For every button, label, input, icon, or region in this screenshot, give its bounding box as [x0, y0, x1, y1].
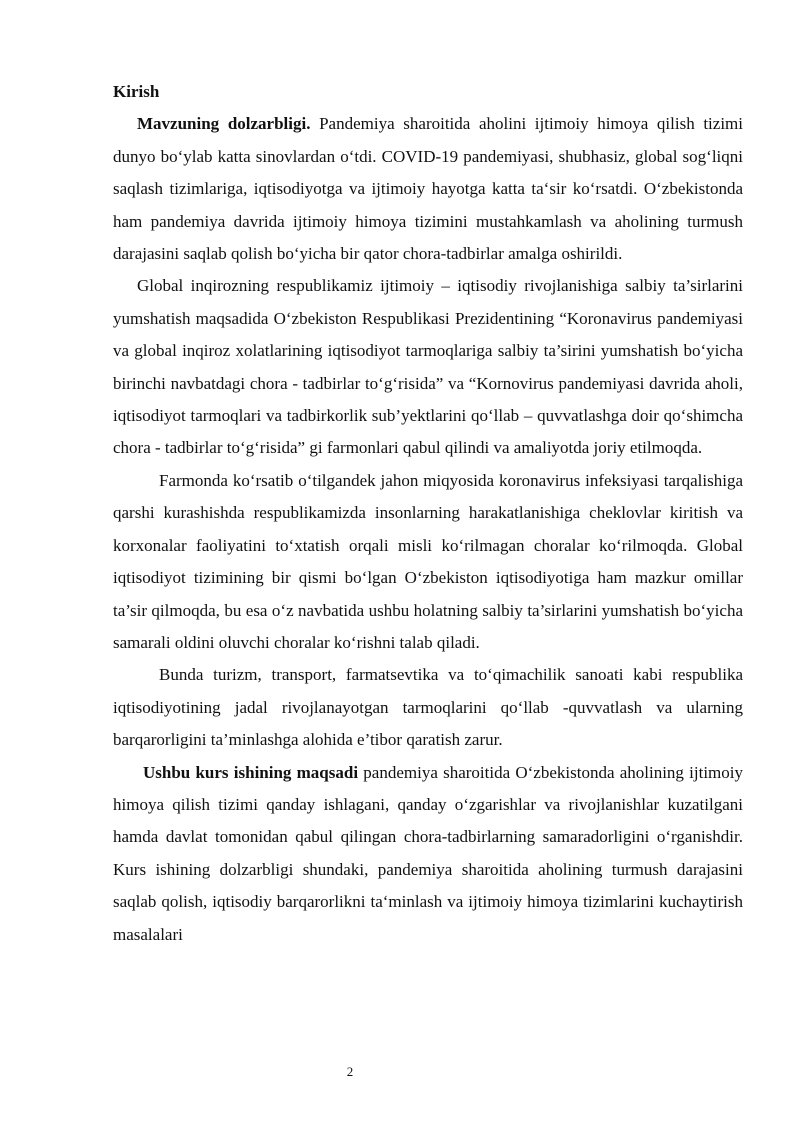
paragraph-text: Global inqirozning respublikamiz ijtimoiy – iqtisodiy rivojlanishiga salbiy ta’sirlarini yumshatish maqsadida O‘zbekiston Respublikasi Prezidentining “Koronavirus pandemiyasi va global inqiroz xolatlarining iqtisodiyot tarmoqlariga salbiy ta’sirini yumshatish bo‘yicha birinchi navbatdagi chora - tadbirlar to‘g‘risida” va “Kornovirus pandemiyasi davrida aholi, iqtisodiyot tarmoqlari va tadbirkorlik sub’yektlarini qo‘llab – quvvatlashga doir qo‘shimcha chora - tadbirlar to‘g‘risida” gi farmonlari qabul qilindi va amaliyotda joriy etilmoqda.: [113, 276, 743, 458]
paragraph-goal: [113, 757, 743, 951]
page-content: [113, 76, 743, 951]
paragraph-text: Pandemiya sharoitida aholini ijtimoiy himoya qilish tizimi dunyo bo‘ylab katta sinovlardan o‘tdi. COVID-19 pandemiyasi, shubhasiz, global sog‘liqni saqlash tizimlariga, iqtisodiyotga va ijtimoiy hayotga katta ta‘sir ko‘rsatdi. O‘zbekistonda ham pandemiya davrida ijtimoiy himoya tizimini mustahkamlash va aholining turmush darajasini saqlab qolish bo‘yicha bir qator chora-tadbirlar amalga oshirildi.: [113, 114, 743, 264]
paragraph-lead: Mavzuning dolzarbligi.: [137, 114, 311, 134]
paragraph-decree: [113, 465, 743, 659]
paragraph-lead: Ushbu kurs ishining maqsadi: [143, 762, 359, 782]
paragraph-text: pandemiya sharoitida O‘zbekistonda aholining ijtimoiy himoya qilish tizimi qanday ishlagani, qanday o‘zgarishlar va rivojlanishlar kuzatilgani hamda davlat tomonidan qabul qilingan chora-tadbirlarning samaradorligini o‘rganishdir. Kurs ishining dolzarbligi shundaki, pandemiya sharoitida aholining turmush darajasini saqlab qolish, iqtisodiy barqarorlikni ta‘minlash va ijtimoiy himoya tizimlarini kuchaytirish masalalari: [113, 762, 743, 944]
paragraph-industries: [113, 659, 743, 756]
paragraph-relevance: [113, 108, 743, 270]
paragraph-text: Farmonda ko‘rsatib o‘tilgandek jahon miqyosida koronavirus infeksiyasi tarqalishiga qarshi kurashishda respublikamizda insonlarning harakatlanishiga cheklovlar kiritish va korxonalar faoliyatini to‘xtatish orqali misli ko‘rilmagan choralar ko‘rilmoqda. Global iqtisodiyot tizimining bir qismi bo‘lgan O‘zbekiston iqtisodiyotiga ham mazkur omillar ta’sir qilmoqda, bu esa o‘z navbatida ushbu holatning salbiy ta’sirlarini yumshatish bo‘yicha samarali oldini oluvchi choralar ko‘rishni talab qiladi.: [113, 470, 743, 652]
page-number: 2: [346, 1064, 354, 1079]
section-heading: Kirish: [113, 82, 160, 101]
paragraph-global-crisis: [113, 270, 743, 464]
paragraph-text: Bunda turizm, transport, farmatsevtika va to‘qimachilik sanoati kabi respublika iqtisodiyotining jadal rivojlanayotgan tarmoqlarini qo‘llab -quvvatlash va ularning barqarorligini ta’minlashga alohida e’tibor qaratish zarur.: [113, 665, 743, 750]
